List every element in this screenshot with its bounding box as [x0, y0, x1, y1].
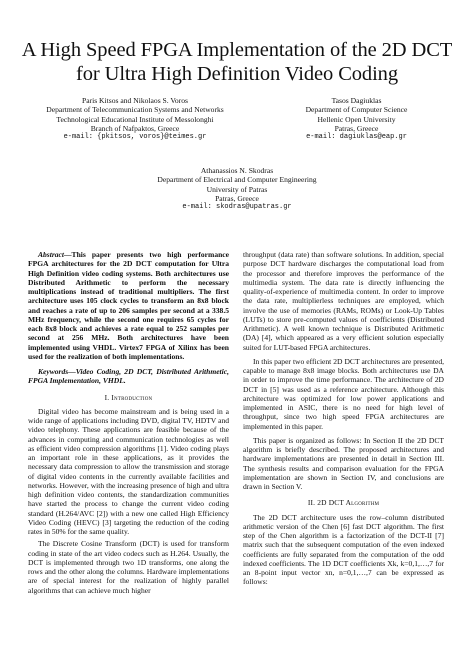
keywords-label: Keywords	[38, 367, 69, 376]
paragraph: The 2D DCT architecture uses the row–column distributed arithmetic version of the Chen [6] fast DCT algorithm. The first step of the Chen algorithm is a factorization of the DCT-II [7] matrix such that the subsequent computation of the even indexed coefficients are fully separated from the computation of the odd indexed coefficients. The 1D DCT coefficients Xk, k=0,1,…,7 for an 8-point input vector xn, n=0,1,…,7 can be expressed as follows:	[243, 512, 444, 587]
right-column	[243, 250, 444, 587]
author-email[interactable]: e-mail: skodras@upatras.gr	[182, 203, 292, 212]
author-block-3	[137, 166, 337, 212]
paper-title	[0, 38, 474, 86]
author-place: Patras, Greece	[215, 193, 259, 203]
author-name: Paris Kitsos and Nikolaos S. Voros	[81, 96, 189, 105]
paragraph: Digital video has become mainstream and is being used in a wide range of applications including DVD, digital TV, HDTV and video telephony. These applications are feasible because of the advances in computing and communication technologies as well as efficient video compression algorithms [1]. Video coding plays an important role in these applications, as it provides the necessary data compression to allow the transmission and storage of digital video contents in the currently available facilities and networks. However, with the increasing presence of high and ultra high definition video contents, the standardization communities have started the process to change the current video coding standard (H.264/AVC [2]) with a new one called High Efficiency Video Coding (HEVC) [3] targeting the reduction of the coding rates in 50% for the same quality.	[28, 406, 229, 536]
author-place: Branch of Nafpaktos, Greece	[90, 123, 180, 133]
abstract-label: Abstract	[38, 250, 64, 259]
paragraph: The Discrete Cosine Transform (DCT) is used for transform coding in state of the art video codecs such as H.264. Usually, the DCT is implemented through two 1D transforms, one along the rows and the other along the columns. Hardware implementations are of special interest for the realization of highly parallel algorithms that can achieve much higher	[28, 539, 229, 595]
section-heading-algorithm: II. 2D DCT Algorithm	[307, 498, 380, 508]
author-dept: Department of Telecommunication Systems and Networks	[46, 105, 224, 115]
title-line-2: for Ultra High Definition Video Coding	[76, 63, 398, 85]
author-inst: Technological Educational Institute of Messolonghi	[56, 114, 214, 124]
author-inst: Hellenic Open University	[317, 114, 396, 124]
author-block-1	[35, 96, 235, 142]
author-dept: Department of Electrical and Computer Engineering	[157, 175, 317, 185]
left-column	[28, 250, 229, 595]
paragraph: In this paper two efficient 2D DCT architectures are presented, capable to manage 8x8 image blocks. Both architectures use DA in order to improve the time performance. The architecture of 2D DCT in [5] was used as a reference architecture. Although this architecture was optimized for low power applications and implemented in ASIC, there is no need for high level of throughput, since two high speed FPGA architectures are implemented in this paper.	[243, 356, 444, 431]
keywords	[28, 367, 229, 386]
title-line-1: A High Speed FPGA Implementation of the 2D DCT	[21, 39, 453, 61]
author-inst: University of Patras	[206, 184, 268, 194]
author-block-2	[264, 96, 449, 142]
paragraph: This paper is organized as follows: In Section II the 2D DCT algorithm is briefly described. The proposed architectures and hardware implementations are presented in detail in Section III. The synthesis results and comparison evaluation for the FPGA implementation are shown in Section IV, and conclusions are drawn in Section V.	[243, 435, 444, 491]
author-place: Patras, Greece	[334, 123, 379, 133]
author-email[interactable]: e-mail: dagiuklas@eap.gr	[306, 133, 407, 142]
author-email[interactable]: e-mail: {pkitsos, voros}@teimes.gr	[63, 133, 207, 142]
author-name: Tasos Dagiuklas	[331, 96, 382, 105]
section-heading-introduction: I. Introduction	[104, 392, 153, 402]
abstract-text: —This paper presents two high performance FPGA architectures for the 2D DCT computation for Ultra High Definition video coding systems. Both architectures use Distributed Arithmetic to perform the necessary multiplications instead of traditional multipliers. The first architecture uses 105 clock cycles to transform an 8x8 block and reaches a rate of up to 206 samples per second at a 338.5 MHz frequency, while the second one requires 65 cycles for each 8x8 block and achieves a rate equal to 252 samples per second at 256 MHz. Both architectures have been implemented using VHDL. Virtex7 FPGA of Xilinx has been used for the realization of both implementations.	[28, 250, 229, 361]
keywords-text: —Video Coding, 2D DCT, Distributed Arithmetic, FPGA Implementation, VHDL.	[28, 367, 229, 386]
paragraph: throughput (data rate) than software solutions. In addition, special purpose DCT hardware discharges the computational load from the processor and therefore improves the performance of the multimedia system. The data rate is directly influencing the quality-of-experience of multimedia content. In order to improve the data rate, multiplierless techniques are employed, which involve the use of memories (RAMs, ROMs) or Look-Up Tables (LUTs) to store pre-computed values of coefficients (Distributed Arithmetic). A well known technique is Distributed Arithmetic (DA) [4], which appeared as a very efficient solution especially suited for LUT-based FPGA architectures.	[243, 250, 444, 352]
author-dept: Department of Computer Science	[305, 105, 408, 115]
author-name: Athanassios N. Skodras	[200, 166, 274, 175]
abstract	[28, 250, 229, 361]
